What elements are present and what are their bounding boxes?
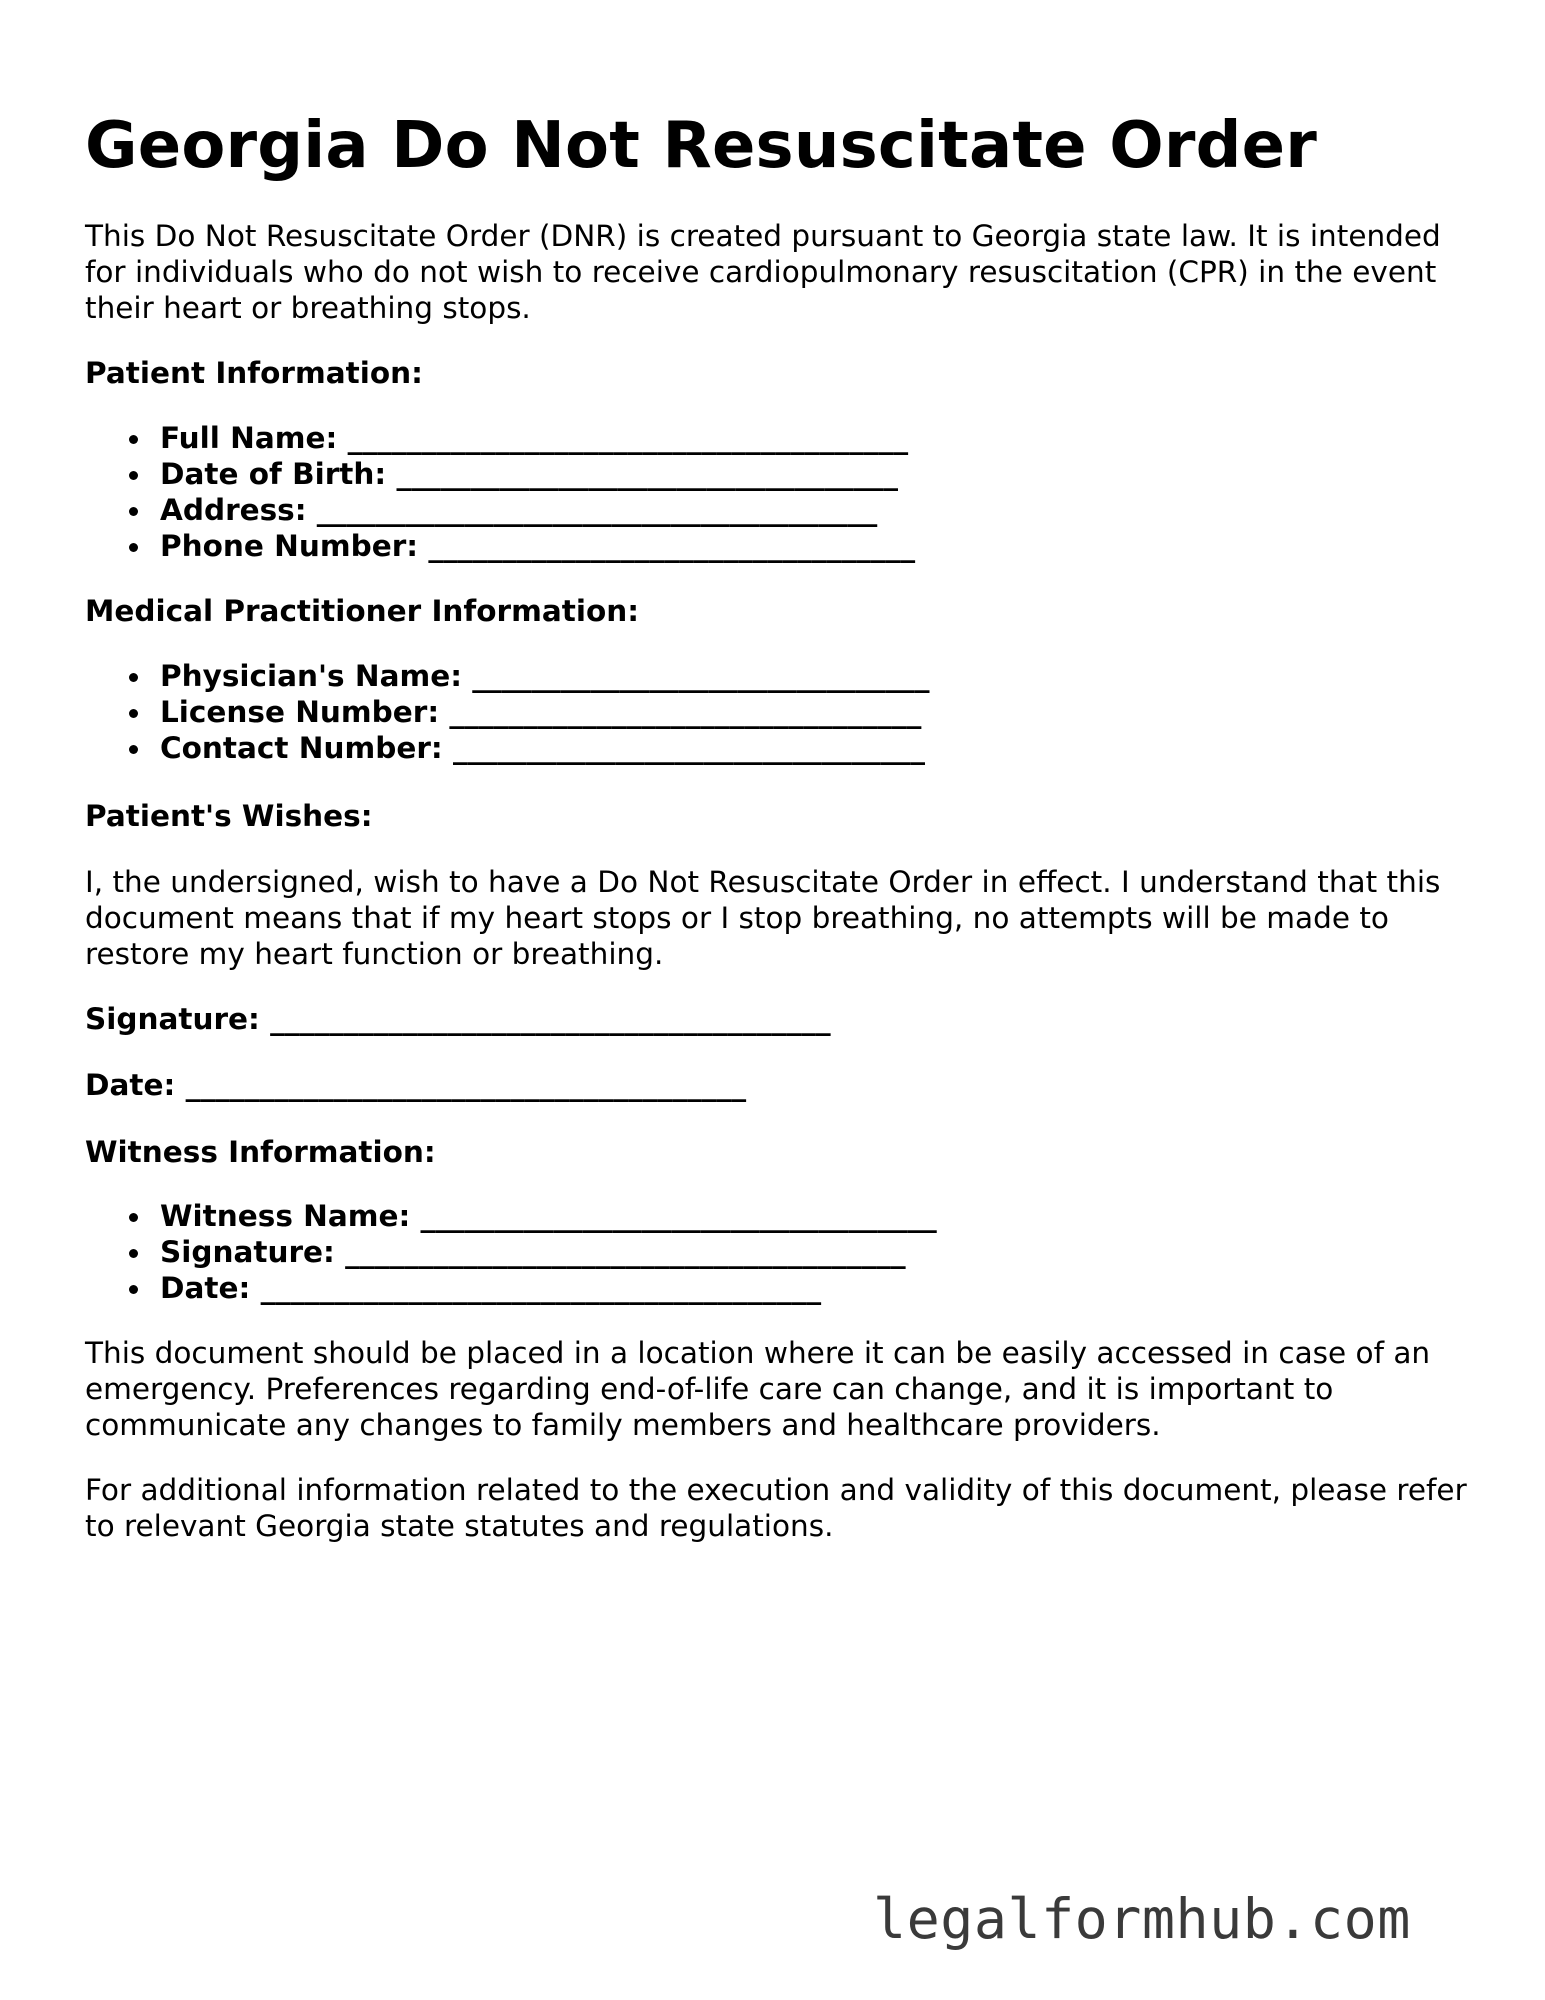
patient-wishes-heading: Patient's Wishes: [85, 799, 373, 833]
patient-information-list [85, 420, 915, 564]
license-number-field: License Number: ________________________________ [85, 694, 930, 730]
medical-practitioner-list [85, 658, 930, 766]
physician-name-field: Physician's Name: _______________________________ [85, 658, 930, 694]
witness-information-heading: Witness Information: [85, 1135, 436, 1169]
patient-wishes-paragraph: I, the undersigned, wish to have a Do Not Resuscitate Order in effect. I understand that this document means that if my heart stops or I stop breathing, no attempts will be made to restore my heart function or breathing. [85, 865, 1441, 971]
witness-name-field: Witness Name: ___________________________________ [85, 1198, 937, 1234]
document-title: Georgia Do Not Resuscitate Order [85, 109, 1317, 183]
patient-date-field: Date: ______________________________________ [85, 1068, 747, 1102]
contact-number-field: Contact Number: ________________________________ [85, 730, 930, 766]
closing-paragraph-placement: This document should be placed in a location where it can be easily accessed in case of an emergency. Preferences regarding end-of-life care can change, and it is important to communicate any changes to family members and healthcare providers. [85, 1336, 1431, 1442]
intro-paragraph: This Do Not Resuscitate Order (DNR) is created pursuant to Georgia state law. It is intended for individuals who do not wish to receive cardiopulmonary resuscitation (CPR) in the event their heart or breathing stops. [85, 219, 1441, 325]
patient-signature-field: Signature: ______________________________________ [85, 1002, 831, 1036]
patient-information-heading: Patient Information: [85, 356, 423, 390]
legalformhub-watermark: legalformhub.com [873, 1887, 1411, 1951]
patient-full-name-field: Full Name: ______________________________________ [85, 420, 915, 456]
witness-information-list [85, 1198, 937, 1306]
closing-paragraph-statutes: For additional information related to the execution and validity of this document, please refer to relevant Georgia state statutes and regulations. [85, 1473, 1467, 1543]
patient-date-of-birth-field: Date of Birth: __________________________________ [85, 456, 915, 492]
medical-practitioner-heading: Medical Practitioner Information: [85, 594, 640, 628]
patient-address-field: Address: ______________________________________ [85, 492, 915, 528]
witness-date-field: Date: ______________________________________ [85, 1270, 937, 1306]
witness-signature-field: Signature: ______________________________________ [85, 1234, 937, 1270]
patient-phone-number-field: Phone Number: _________________________________ [85, 528, 915, 564]
